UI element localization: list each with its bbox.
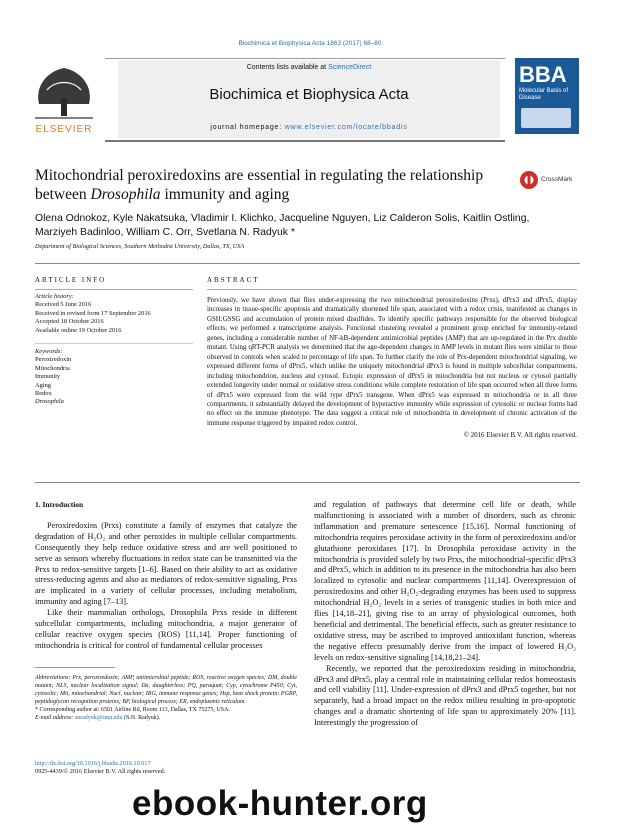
journal-citation[interactable]: Biochimica et Biophysica Acta 1863 (2017) 68–80 [238, 40, 382, 47]
issn-line: 0925-4439/© 2016 Elsevier B.V. All rights reserved. [35, 768, 166, 775]
section-divider [35, 263, 580, 264]
keyword: Redox [35, 390, 52, 398]
abstract-copyright: © 2016 Elsevier B.V. All rights reserved. [463, 432, 577, 440]
keyword: Immunity [35, 373, 61, 381]
watermark: ebook-hunter.org [132, 784, 428, 823]
doi-block [35, 760, 165, 776]
keywords-divider [35, 343, 193, 344]
keyword: Mitochondria [35, 364, 70, 372]
authors-line-1: Olena Odnokoz, Kyle Nakatsuka, Vladimir I. Klichko, Jacqueline Nguyen, Liz Calderon Solis, Kaitlin Ostling, [35, 213, 530, 224]
body-column-left [35, 500, 297, 652]
cover-title: BBA [519, 62, 567, 87]
homepage-link[interactable]: www.elsevier.com/locate/bbadis [284, 124, 408, 131]
body-column-right [314, 500, 576, 729]
title-fragment: immunity and aging [160, 186, 290, 203]
article-history [35, 293, 193, 335]
title-fragment: between [35, 186, 91, 203]
header-divider-bottom [105, 140, 505, 142]
abbreviations: Abbreviations: Prx, peroxiredoxin; AMP, antimicrobial peptide; ROS, reactive oxygen species; DM, double mutant; NLS, nuclear localization signal; Da, daughterless; PQ, paraquat; Cyp, cytochrome P450; Cyt, cytosolic; Mit, mitochondrial; Nucl, nuclear; IRG, immune response genes; Hsp, heat shock protein; PGRP, peptidoglycan recognition proteins; BP, biological process; ER, endoplasmic reticulum. [35, 675, 297, 705]
title-species: Drosophila [90, 186, 161, 203]
abstract-divider [207, 289, 577, 290]
cover-subtitle: Molecular Basis of Disease [519, 88, 569, 101]
history-item: Accepted 18 October 2016 [35, 318, 104, 326]
keywords [35, 348, 193, 407]
paragraph: Peroxiredoxins (Prxs) constitute a family of enzymes that catalyze the degradation of H₂O₂ and other peroxides in multiple cellular compartments. Consequently they help reduce oxidative stress and are well positioned to serve as sensors whereby fluctuations in redox state can be transmitted via the Prxs to redox-sensitive targets [1–6]. Based on their ability to act as oxidative stress-reducing agents and also as mediators of redox-sensitive signaling, Prxs are implicated in a variety of cellular processes, including metabolism, immunity and aging [7–13]. [35, 520, 297, 607]
footnotes [35, 674, 297, 722]
keyword: Aging [35, 381, 51, 389]
article-info-divider [35, 289, 193, 290]
affiliation: Department of Biological Sciences, Southern Methodist University, Dallas, TX, USA [35, 243, 245, 250]
history-item: Received 5 June 2016 [35, 301, 92, 309]
sciencedirect-link[interactable]: ScienceDirect [328, 64, 372, 71]
paragraph: Like their mammalian orthologs, Drosophila Prxs reside in different subcellular compartments, including mitochondria, a major generator of cellular reactive oxygen species (ROS) [11,14]. Proper functioning of mitochondria is critical for control of fundamental cellular processes [35, 608, 297, 650]
crossmark-icon [519, 170, 539, 190]
corresponding-author: * Corresponding author at: 6501 Airline Rd, Room 113, Dallas, TX 75275, USA. [35, 707, 230, 713]
abstract-heading: ABSTRACT [207, 276, 260, 284]
title-line-2 [35, 185, 495, 204]
abstract-body [207, 296, 577, 441]
article-info-heading: ARTICLE INFO [35, 276, 107, 284]
email-suffix: (S.N. Radyuk). [122, 715, 161, 721]
journal-title: Biochimica et Biophysica Acta [209, 86, 409, 103]
crossmark-badge[interactable] [519, 170, 579, 190]
article-title [35, 166, 495, 204]
abstract-text: Previously, we have shown that flies under-expressing the two mitochondrial peroxiredoxins (Prxs), dPrx3 and dPrx5, display increases in tissue-specific apoptosis and dramatically shortened life span, associated with a redox crisis, manifested as changes in GSH:GSSG and accumulation of protein mixed disulfides. To identify specific pathways responsible for the observed biological effects, we performed a transcriptome analysis. Functional clustering revealed a prominent group enriched for immunity-related genes, including a considerable number of NF-kB-dependent antimicrobial peptides (AMP) that are up-regulated in the Prx double mutant. Using qRT-PCR analysis we determined that the age-dependent changes in AMP levels in mutant flies were similar to those observed in controls when scaled to percentage of life span. To further clarify the role of Prx-dependent mitochondrial signaling, we expressed different forms of dPrx5, which unlike the uniquely mitochondrial dPrx3 is found in multiple subcellular compartments, including mitochondrion, nucleus and cytosol. Ectopic expression of dPrx5 in mitochondria but not nucleus or cytosol partially extended longevity under normal or oxidative stress conditions while complete restoration of life span occurred when all three forms of dPrx5 were expressed from the wild type dPrx5 transgene. When dPrx5 was expressed in mitochondria or in all three compartments, it substantially delayed the development of hyperactive immunity while expression of cytosolic or nuclear forms had no effect on the immune phenotype. The data suggest a critical role of mitochondria in development of chronic activation of the immune response triggered by impaired redox control. [207, 297, 577, 427]
section-heading: 1. Introduction [35, 500, 84, 509]
email-link[interactable]: snradyuk@smu.edu [74, 715, 123, 721]
publisher-name: ELSEVIER [35, 124, 93, 135]
author-list [35, 212, 585, 240]
journal-cover[interactable] [515, 58, 579, 134]
email-label: E-mail address: [35, 715, 75, 721]
keywords-label: Keywords: [35, 348, 63, 355]
history-item: Available online 19 October 2016 [35, 326, 122, 334]
homepage-prefix: journal homepage: [210, 124, 285, 131]
homepage-line [118, 124, 500, 131]
paragraph: and regulation of pathways that determine cell life or death, while malfunctioning is associated with a number of disorders, such as chronic inflammation and premature senescence [15,16]. Normal functioning of mitochondria requires peroxidase activity in the form of peroxiredoxins and/or glutathione peroxidases [17]. In Drosophila peroxidase activity in the mitochondria is provided solely by two Prxs, the mitochondrial-specific dPrx3 and dPrx5, which in addition to its presence in the mitochondria has also been localized to cytosolic and nuclear compartments [11,14]. Overexpression of peroxiredoxins and other H₂O₂-degrading enzymes has been used to suppress mitochondrial H₂O₂ levels in a series of transgenic studies in both mice and flies [14,18–21], giving rise to an array of physiological outcomes, both beneficial and detrimental. The beneficial effects, such as greater resistance to oxidative stress, may be ascribed to improved antioxidant function, whereas the negative effects presumably derive from the impact of lowered H₂O₂ levels on redox-sensitive signaling [14,18,21–24]. [314, 500, 576, 662]
elsevier-logo [25, 60, 103, 138]
keyword: Peroxiredoxin [35, 356, 72, 364]
crossmark-label: CrossMark [541, 176, 573, 183]
keyword: Drosophila [35, 398, 64, 406]
section-divider [35, 482, 580, 483]
contents-prefix: Contents lists available at [246, 64, 329, 71]
cover-image [521, 108, 571, 128]
email-line [35, 714, 297, 722]
title-line-1: Mitochondrial peroxiredoxins are essential in regulating the relationship [35, 167, 484, 184]
history-label: Article history: [35, 293, 74, 300]
paragraph: Recently, we reported that the peroxiredoxins residing in mitochondria, dPrx3 and dPrx5, play a central role in maintaining cellular redox homeostasis and cell viability [11]. Under-expression of dPrx3 and dPrx5 together, but not separately, had a broad impact on the redox milieu resulting in pro-apoptotic changes and a dramatic shortening of life span to approximately 20% [11]. Interestingly the progression of [314, 663, 576, 728]
authors-line-2: Marziyeh Badinloo, William C. Orr, Svetlana N. Radyuk * [35, 227, 295, 238]
history-item: Received in revised form 17 September 2016 [35, 309, 151, 317]
doi-link[interactable]: http://dx.doi.org/10.1016/j.bbadis.2016.10.017 [35, 760, 151, 767]
footnote-rule [35, 667, 115, 668]
header-divider-top [105, 58, 505, 59]
contents-line [118, 64, 500, 71]
